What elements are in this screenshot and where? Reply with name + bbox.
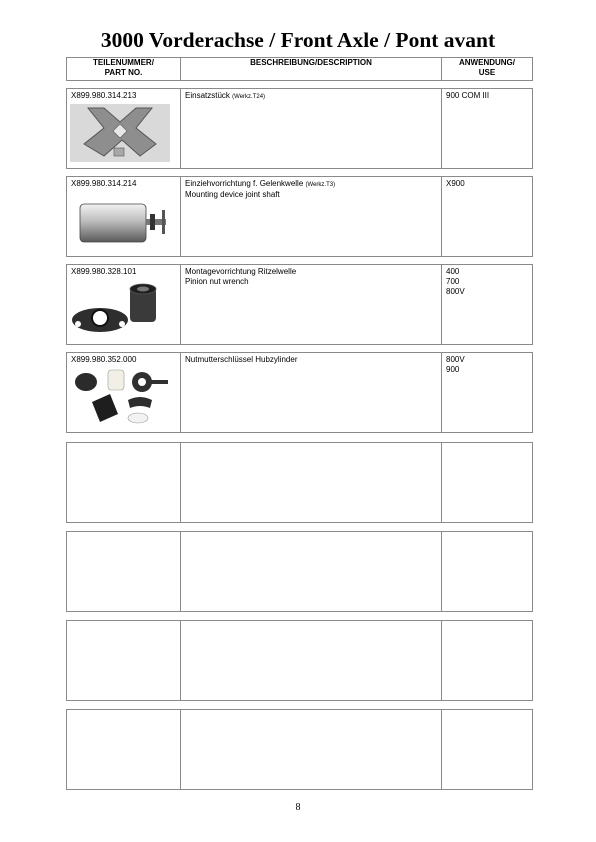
empty-row: [66, 620, 533, 701]
use-cell: [442, 353, 533, 433]
use-value: 800V: [446, 355, 465, 364]
empty-row: [66, 709, 533, 790]
description-cell: [181, 353, 442, 433]
part-cell: [67, 621, 181, 701]
part-cell: [67, 265, 181, 345]
header-part-no-line2: PART NO.: [104, 68, 143, 77]
part-row: [66, 176, 533, 257]
part-number: X899.980.314.213: [71, 91, 137, 100]
use-cell: [442, 443, 533, 523]
use-value: 700: [446, 277, 460, 286]
part-cell: [67, 710, 181, 790]
description-line1: Nutmutterschlüssel Hubzylinder: [185, 355, 298, 364]
empty-row: [66, 442, 533, 523]
header-description: [181, 58, 442, 81]
description-cell: [181, 621, 442, 701]
use-cell: [442, 710, 533, 790]
use-cell: [442, 532, 533, 612]
description-cell: [181, 89, 442, 169]
part-row: [66, 352, 533, 433]
page-title: 3000 Vorderachse / Front Axle / Pont avant: [100, 28, 496, 52]
description-line1: Montagevorrichtung Ritzelwelle: [185, 267, 297, 276]
use-cell: [442, 621, 533, 701]
part-cell: [67, 443, 181, 523]
tool-reference: (Werkz.T3): [305, 182, 336, 188]
use-value: X900: [446, 179, 465, 188]
use-value: 900: [446, 365, 460, 374]
part-row: [66, 88, 533, 169]
part-number: X899.980.352.000: [71, 355, 137, 364]
header-part-no: [67, 58, 181, 81]
pinion-wrench-icon: [70, 280, 170, 338]
header-table: [66, 57, 533, 81]
use-value: 900 COM III: [446, 91, 490, 100]
tool-reference: (Werkz.T24): [232, 94, 266, 100]
insert-piece-icon: [70, 104, 170, 162]
mounting-device-icon: [70, 192, 170, 250]
use-cell: [442, 265, 533, 345]
header-description-label: BESCHREIBUNG/DESCRIPTION: [250, 58, 372, 67]
part-number: X899.980.328.101: [71, 267, 137, 276]
use-cell: [442, 177, 533, 257]
description-line1: Einziehvorrichtung f. Gelenkwelle: [185, 179, 304, 188]
description-cell: [181, 177, 442, 257]
part-cell: [67, 89, 181, 169]
page-number: 8: [295, 802, 301, 813]
part-cell: [67, 353, 181, 433]
header-use-line1: ANWENDUNG/: [459, 58, 515, 67]
slotted-nut-wrench-icon: [70, 368, 170, 426]
part-cell: [67, 532, 181, 612]
description-cell: [181, 265, 442, 345]
description-cell: [181, 532, 442, 612]
description-cell: [181, 443, 442, 523]
use-cell: [442, 89, 533, 169]
description-line1: Einsatzstück: [185, 91, 230, 100]
header-use: [442, 58, 533, 81]
header-use-line2: USE: [478, 68, 496, 77]
header-part-no-line1: TEILENUMMER/: [93, 58, 154, 67]
part-cell: [67, 177, 181, 257]
part-number: X899.980.314.214: [71, 179, 137, 188]
description-line2: Pinion nut wrench: [185, 277, 249, 286]
empty-row: [66, 531, 533, 612]
description-line2: Mounting device joint shaft: [185, 190, 280, 199]
use-value: 400: [446, 267, 460, 276]
part-row: [66, 264, 533, 345]
description-cell: [181, 710, 442, 790]
use-value: 800V: [446, 287, 465, 296]
